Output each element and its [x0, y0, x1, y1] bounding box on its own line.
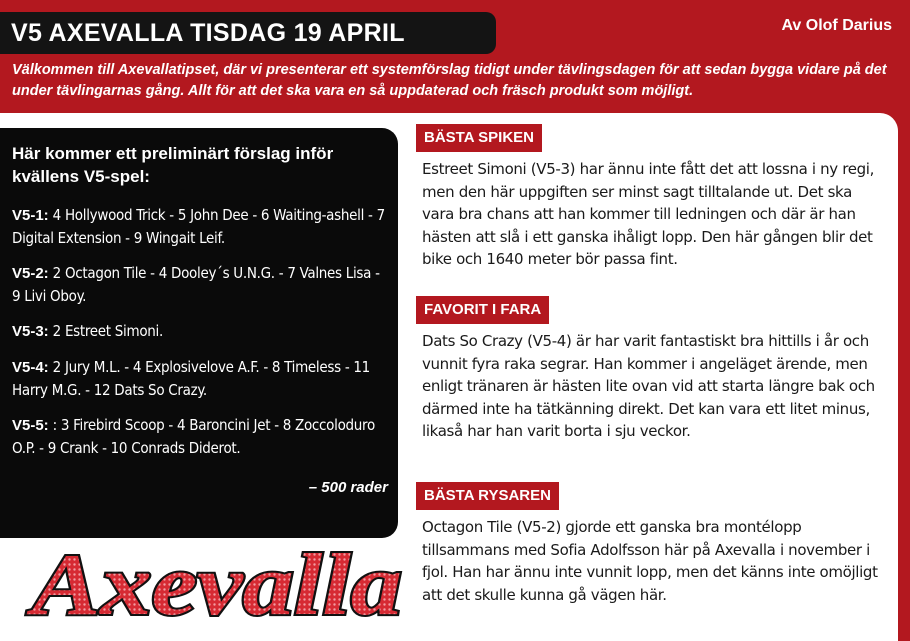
race-v5-1 [12, 204, 386, 249]
race-label: V5-2: [12, 265, 49, 282]
section-text-basta-spiken: Estreet Simoni (V5-3) har ännu inte fått det att lossna i ny regi, men den här uppgiften ser minst sagt tilltalande ut. Det ska vara bra chans att han kommer till ledningen och där är han hästen att slå i ett ganska ihåligt lopp. Den här gången blir det bike och 1640 meter bör passa fint. [422, 160, 875, 268]
section-heading-basta-spiken: BÄSTA SPIKEN [416, 124, 542, 152]
proposal-box [0, 128, 398, 538]
axevalla-logo [22, 532, 412, 632]
logo-text: Axevalla [26, 537, 402, 632]
page-title: V5 AXEVALLA TISDAG 19 APRIL [0, 12, 496, 54]
intro-text: Välkommen till Axevallatipset, där vi presenterar ett systemförslag tidigt under tävlingsdagen för att sedan bygga vidare på det under tävlingarnas gång. Allt för att det ska vara en så uppdaterad och fräsch produkt som möjligt. [12, 62, 887, 99]
race-picks: 4 Hollywood Trick - 5 John Dee - 6 Waiting-ashell - 7 Digital Extension - 9 Wingait Leif. [12, 206, 385, 247]
section-heading-favorit-i-fara: FAVORIT I FARA [416, 296, 549, 324]
rows-count: – 500 rader [308, 479, 388, 496]
race-picks: 2 Jury M.L. - 4 Explosivelove A.F. - 8 Timeless - 11 Harry M.G. - 12 Dats So Crazy. [12, 358, 370, 399]
race-label: V5-4: [12, 359, 49, 376]
race-v5-3 [12, 320, 386, 343]
race-v5-5 [12, 414, 386, 459]
race-picks: 2 Octagon Tile - 4 Dooley´s U.N.G. - 7 Valnes Lisa - 9 Livi Oboy. [12, 264, 380, 305]
race-label: V5-3: [12, 323, 49, 340]
race-picks: 2 Estreet Simoni. [48, 322, 163, 340]
author-byline: Av Olof Darius [781, 17, 892, 34]
race-label: V5-5: [12, 417, 49, 434]
section-text-favorit-i-fara: Dats So Crazy (V5-4) är har varit fantastiskt bra hittills i år och vunnit fyra raka segrar. Han kommer i angeläget ärende, men enligt tränaren är hästen lite ovan vid att starta längre bak och därmed inte ha tätkänning direkt. Det kan vara ett litet minus, likaså har han varit borta i sju veckor. [422, 332, 875, 440]
race-picks: : 3 Firebird Scoop - 4 Baroncini Jet - 8 Zoccoloduro O.P. - 9 Crank - 10 Conrads Diderot. [12, 416, 375, 457]
race-v5-2 [12, 262, 386, 307]
section-text-basta-rysaren: Octagon Tile (V5-2) gjorde ett ganska bra montélopp tillsammans med Sofia Adolfsson här på Axevalla i november i fjol. Han har ännu inte vunnit lopp, men det känns inte omöjligt att det skulle kunna gå vägen här. [422, 518, 878, 604]
section-heading-basta-rysaren: BÄSTA RYSAREN [416, 482, 559, 510]
race-label: V5-1: [12, 207, 49, 224]
proposal-heading: Här kommer ett preliminärt förslag inför kvällens V5-spel: [12, 144, 334, 186]
race-v5-4 [12, 356, 386, 401]
